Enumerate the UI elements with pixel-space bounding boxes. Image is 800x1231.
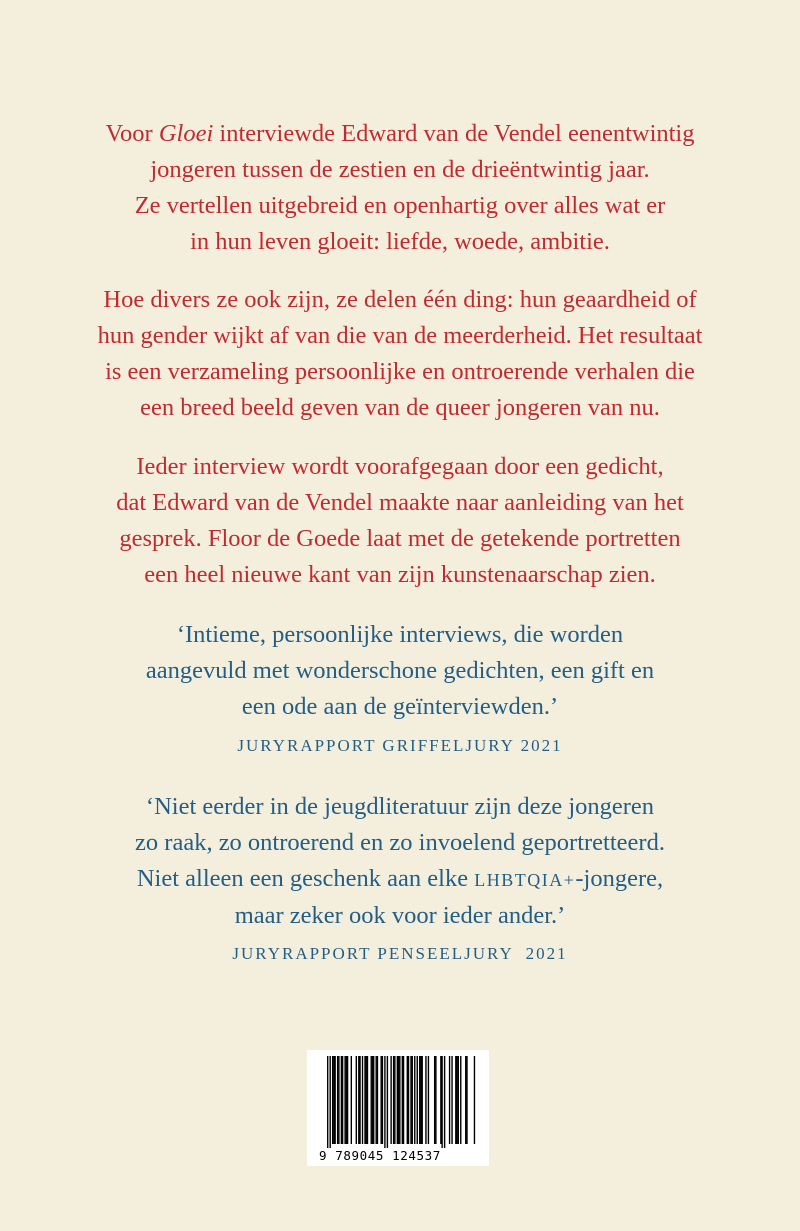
barcode-bar	[417, 1056, 418, 1144]
isbn-number: 9 789045 124537	[319, 1148, 441, 1163]
barcode-bar	[407, 1056, 408, 1144]
review-quote-2	[40, 789, 760, 934]
barcode-bar	[372, 1056, 373, 1144]
blurb-line: hun gender wijkt af van die van de meerderheid. Het resultaat	[97, 322, 703, 349]
barcode-bar	[337, 1056, 338, 1144]
quote-line: aangevuld met wonderschone gedichten, een gift en	[145, 657, 655, 684]
blurb-line: gesprek. Floor de Goede laat met de getekende portretten	[119, 525, 681, 552]
barcode-bar	[373, 1056, 374, 1144]
review-quote-1	[40, 617, 760, 725]
barcode-bar	[347, 1056, 348, 1144]
barcode-bar	[455, 1056, 456, 1144]
quote-line: ‘Niet eerder in de jeugdliteratuur zijn deze jongeren	[145, 793, 655, 820]
barcode-bar	[397, 1056, 398, 1144]
blurb-line: is een verzameling persoonlijke en ontroerende verhalen die	[105, 358, 695, 385]
quote-attribution-2: JURYRAPPORT PENSEELJURY 2021	[232, 944, 568, 963]
barcode-bar	[390, 1056, 391, 1144]
barcode-bar	[346, 1056, 347, 1144]
barcode-bar	[428, 1056, 429, 1144]
barcode-bar	[371, 1056, 372, 1144]
barcode-bar	[451, 1056, 452, 1144]
barcode-bar	[334, 1056, 335, 1144]
barcode-bar	[466, 1056, 467, 1144]
blurb-line: Hoe divers ze ook zijn, ze delen één ding: hun geaardheid of	[103, 286, 697, 313]
barcode-bar	[402, 1056, 403, 1144]
barcode-bar	[376, 1056, 377, 1144]
barcode-bar	[338, 1056, 339, 1144]
barcode-bar	[351, 1056, 352, 1144]
barcode-bar	[435, 1056, 436, 1144]
barcode-bar	[341, 1056, 342, 1144]
barcode-bar	[398, 1056, 399, 1144]
barcode-bar	[441, 1056, 442, 1148]
barcode-bar	[327, 1056, 328, 1148]
barcode-bars	[307, 1050, 489, 1150]
barcode-bar	[412, 1056, 413, 1144]
quote-line: Niet alleen een geschenk aan elke LHBTQIA+-jongere,	[136, 865, 664, 892]
barcode-bar	[414, 1056, 415, 1144]
barcode-bar	[422, 1056, 423, 1144]
barcode-bar	[460, 1056, 461, 1144]
barcode-bar	[449, 1056, 450, 1144]
blurb-line: dat Edward van de Vendel maakte naar aanleiding van het	[116, 489, 684, 516]
barcode-bar	[387, 1056, 388, 1148]
quote-attribution-1: JURYRAPPORT GRIFFELJURY 2021	[237, 736, 563, 755]
barcode-bar	[408, 1056, 409, 1144]
quote-line: ‘Intieme, persoonlijke interviews, die worden	[176, 621, 624, 648]
barcode-bar	[380, 1056, 381, 1144]
barcode-bar	[456, 1056, 457, 1144]
blurb-line: een breed beeld geven van de queer jongeren van nu.	[140, 394, 660, 421]
barcode-bar	[403, 1056, 404, 1144]
barcode-bar	[419, 1056, 420, 1144]
quote-line: zo raak, zo ontroerend en zo invoelend geportretteerd.	[135, 829, 665, 856]
barcode-bar	[364, 1056, 365, 1144]
barcode-bar	[444, 1056, 445, 1148]
barcode-bar	[474, 1056, 475, 1144]
barcode-bar	[356, 1056, 357, 1144]
barcode-bar	[465, 1056, 466, 1144]
barcode-bar	[342, 1056, 343, 1144]
barcode-bar	[458, 1056, 459, 1144]
blurb-line: Voor Gloei interviewde Edward van de Vendel eenentwintig	[105, 120, 695, 147]
barcode-bar	[399, 1056, 400, 1144]
blurb-line: in hun leven gloeit: liefde, woede, ambitie.	[190, 228, 610, 255]
barcode-bar	[382, 1056, 383, 1144]
barcode-bar	[366, 1056, 367, 1144]
barcode-bar	[358, 1056, 359, 1144]
barcode-bar	[393, 1056, 394, 1144]
barcode-bar	[377, 1056, 378, 1144]
quote-line: een ode aan de geïnterviewden.’	[241, 693, 559, 720]
blurb-paragraph-1	[40, 116, 760, 260]
barcode-bar	[420, 1056, 421, 1144]
blurb-line: Ze vertellen uitgebreid en openhartig over alles wat er	[134, 192, 666, 219]
barcode-bar	[359, 1056, 360, 1144]
barcode-bar	[362, 1056, 363, 1144]
barcode-bar	[329, 1056, 330, 1148]
blurb-line: jongeren tussen de zestien en de drieëntwintig jaar.	[150, 156, 650, 183]
barcode-bar	[344, 1056, 345, 1144]
book-title: Gloei	[158, 120, 214, 147]
barcode-bar	[410, 1056, 411, 1144]
barcode-bar	[440, 1056, 441, 1144]
blurb-paragraph-2	[40, 282, 760, 426]
blurb-paragraph-3	[40, 449, 760, 593]
barcode-bar	[434, 1056, 435, 1144]
barcode-bar	[394, 1056, 395, 1144]
blurb-line: Ieder interview wordt voorafgegaan door een gedicht,	[136, 453, 664, 480]
barcode-bar	[332, 1056, 333, 1144]
blurb-line: een heel nieuwe kant van zijn kunstenaarschap zien.	[144, 561, 656, 588]
barcode-bar	[384, 1056, 385, 1148]
barcode-bar	[367, 1056, 368, 1144]
barcode-bar	[425, 1056, 426, 1144]
lhbtqia-acronym: LHBTQIA+	[474, 870, 576, 890]
barcode	[307, 1050, 489, 1166]
quote-line: maar zeker ook voor ieder ander.’	[234, 902, 566, 929]
barcode-bar	[333, 1056, 334, 1144]
